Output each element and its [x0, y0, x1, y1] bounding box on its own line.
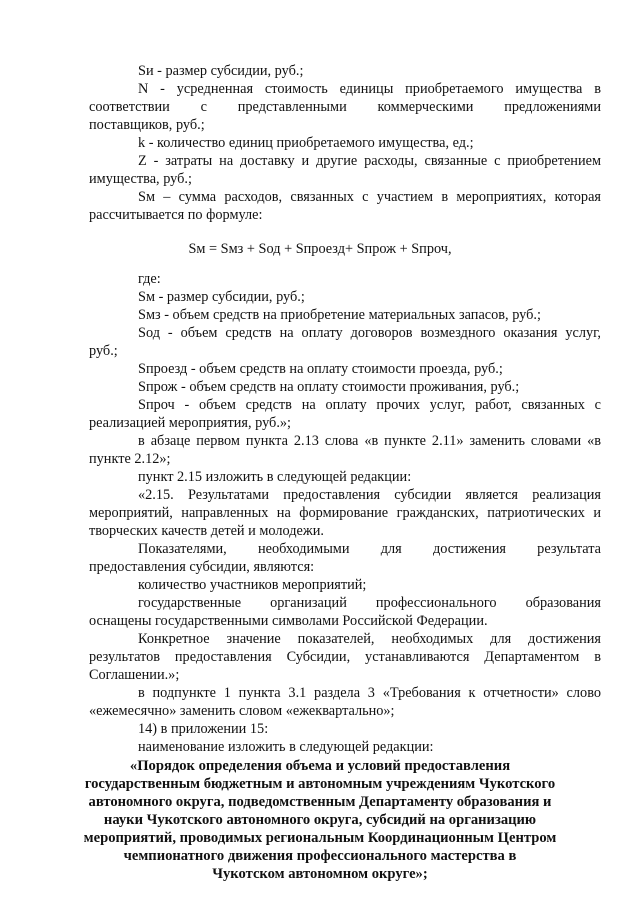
text-line: предоставления субсидии, являются: [89, 559, 315, 575]
text-line: творческих качеств детей и молодежи. [89, 523, 324, 539]
text-line: в подпункте 1 пункта 3.1 раздела 3 «Требования к отчетности» слово [138, 685, 601, 701]
heading-line: мероприятий, проводимых региональным Координационным Центром [83, 830, 557, 846]
heading-line: государственным бюджетным и автономным учреждениям Чукотского [84, 776, 556, 792]
text-line: Z - затраты на доставку и другие расходы, связанные с приобретением [138, 153, 601, 169]
text-line: Sм - размер субсидии, руб.; [138, 289, 305, 305]
heading-line: «Порядок определения объема и условий предоставления [129, 758, 511, 774]
text-line: оснащены государственными символами Российской Федерации. [89, 613, 488, 629]
text-line: 14) в приложении 15: [138, 721, 269, 737]
text-line: результатов предоставления Субсидии, устанавливаются Департаментом в [89, 649, 601, 665]
text-line: мероприятий, направленных на формирование гражданских, патриотических и [89, 505, 601, 521]
text-line: k - количество единиц приобретаемого имущества, ед.; [138, 135, 474, 151]
text-line: Sи - размер субсидии, руб.; [138, 63, 304, 79]
text-line: соответствии с представленными коммерческими предложениями [89, 99, 601, 115]
text-line: поставщиков, руб.; [89, 117, 205, 133]
text-line: государственные организаций профессионального образования [138, 595, 601, 611]
heading-line: науки Чукотского автономного округа, субсидий на организацию [103, 812, 537, 828]
text-line: N - усредненная стоимость единицы приобретаемого имущества в [138, 81, 601, 97]
text-line: рассчитывается по формуле: [89, 207, 263, 223]
text-line: в абзаце первом пункта 2.13 слова «в пункте 2.11» заменить словами «в [138, 433, 601, 449]
text-line: руб.; [89, 343, 118, 359]
text-line: Sпрож - объем средств на оплату стоимости проживания, руб.; [138, 379, 520, 395]
text-line: Конкретное значение показателей, необходимых для достижения [138, 631, 601, 647]
formula: Sм = Sмз + Sод + Sпроезд+ Sпрож + Sпроч, [188, 241, 452, 257]
text-line: где: [138, 271, 161, 287]
text-line: Sм – сумма расходов, связанных с участием в мероприятиях, которая [138, 189, 601, 205]
text-line: Sмз - объем средств на приобретение материальных запасов, руб.; [138, 307, 541, 323]
heading-line: чемпионатного движения профессионального мастерства в [123, 848, 517, 864]
text-line: «2.15. Результатами предоставления субсидии является реализация [138, 487, 601, 503]
heading-line: Чукотском автономном округе»; [212, 866, 428, 882]
text-line: наименование изложить в следующей редакции: [138, 739, 434, 755]
text-line: Показателями, необходимыми для достижения результата [138, 541, 601, 557]
text-line: «ежемесячно» заменить словом «ежеквартально»; [89, 703, 395, 719]
text-line: количество участников мероприятий; [138, 577, 367, 593]
text-line: Соглашении.»; [89, 667, 180, 683]
text-line: Sпроезд - объем средств на оплату стоимости проезда, руб.; [138, 361, 503, 377]
heading-line: автономного округа, подведомственным Департаменту образования и [88, 794, 552, 810]
text-line: имущества, руб.; [89, 171, 192, 187]
text-line: реализацией мероприятия, руб.»; [89, 415, 292, 431]
text-line: пункте 2.12»; [89, 451, 171, 467]
text-line: Sпроч - объем средств на оплату прочих услуг, работ, связанных с [138, 397, 601, 413]
text-line: пункт 2.15 изложить в следующей редакции: [138, 469, 412, 485]
text-line: Sод - объем средств на оплату договоров возмездного оказания услуг, [138, 325, 601, 341]
